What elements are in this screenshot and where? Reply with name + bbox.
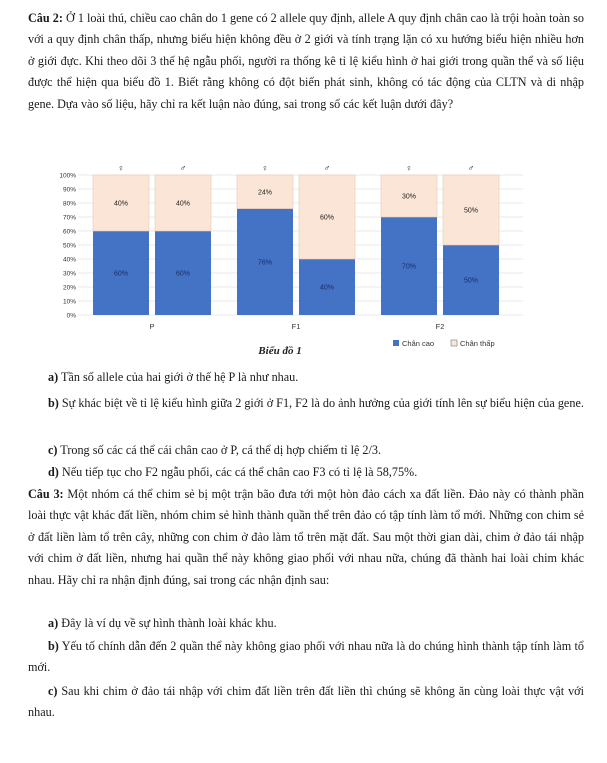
bar-data-label: 60% xyxy=(175,270,191,278)
y-tick-label: 40% xyxy=(62,256,76,264)
y-tick-label: 70% xyxy=(62,214,76,222)
bar-data-label: 50% xyxy=(463,207,479,215)
q2-option-a-label: a) xyxy=(48,370,59,384)
chart-y-axis-ticks xyxy=(59,173,76,320)
question-3-label: Câu 3: xyxy=(28,487,64,501)
q2-option-d xyxy=(48,462,584,483)
q2-option-b xyxy=(28,393,584,414)
bar-data-label: 40% xyxy=(319,284,335,292)
question-2-label: Câu 2: xyxy=(28,11,63,25)
q2-option-d-label: d) xyxy=(48,465,59,479)
q2-option-c xyxy=(48,440,584,461)
bar-data-label: 50% xyxy=(463,277,479,285)
chart-title: Biểu đồ 1 xyxy=(258,345,302,357)
bar-data-label: 40% xyxy=(175,200,191,208)
sex-symbol: ♂ xyxy=(179,163,187,173)
bar-data-label: 70% xyxy=(401,263,417,271)
q3-option-a xyxy=(48,613,584,634)
y-tick-label: 60% xyxy=(62,228,76,236)
y-tick-label: 100% xyxy=(59,172,76,180)
q3-option-c-text: Sau khi chim ở đảo tái nhập với chim đất liền trên đất liền thì chúng sẽ không ăn cùng loài thực vật với nhau. xyxy=(28,684,585,720)
q3-option-b-text: Yếu tố chính dẫn đến 2 quần thể này không giao phối với nhau nữa là do chúng hình thành tập tính làm tổ mới. xyxy=(28,639,584,675)
y-tick-label: 30% xyxy=(62,270,76,278)
y-tick-label: 90% xyxy=(62,186,76,194)
chart-sex-symbols xyxy=(118,163,475,173)
bar-data-label: 76% xyxy=(257,259,273,267)
legend-swatch xyxy=(451,340,457,346)
q3-option-a-text: Đây là ví dụ về sự hình thành loài khác khu. xyxy=(61,616,277,630)
y-tick-label: 0% xyxy=(66,312,76,320)
x-group-label: F2 xyxy=(435,322,445,331)
sex-symbol: ♀ xyxy=(405,163,413,173)
x-group-label: P xyxy=(149,322,155,331)
bar-data-label: 40% xyxy=(113,200,129,208)
question-3-stem xyxy=(28,484,584,591)
legend-swatch xyxy=(393,340,399,346)
question-2-stem xyxy=(28,8,584,115)
bar-data-label: 60% xyxy=(113,270,129,278)
x-group-label: F1 xyxy=(291,322,301,331)
sex-symbol: ♀ xyxy=(261,163,269,173)
q2-option-a-text: Tần số allele của hai giới ở thế hệ P là như nhau. xyxy=(60,370,299,384)
q3-option-c xyxy=(28,681,584,724)
q3-option-c-label: c) xyxy=(48,684,58,698)
question-3-text: Một nhóm cá thể chim sẻ bị một trận bão đưa tới một hòn đảo cách xa đất liền. Đảo này có thành phần loài thực vật khác đất liền, nhóm chim sẻ hình thành quần thể trên đảo có tập tính làm tổ mới. Những con chim sẻ ở đất liền làm tổ trên cây, những con chim ở đảo làm tổ trên mặt đất. Sau một thời gian dài, chim ở đảo tái nhập với chim ở đất liền, nhưng hai quần thể này không giao phối với nhau nữa, chúng đã thành hai loài chim khác nhau. Hãy chỉ ra nhận định đúng, sai trong các nhận định sau: xyxy=(28,487,584,587)
legend-label: Chân thấp xyxy=(460,339,495,348)
bar-data-label: 30% xyxy=(401,193,417,201)
chart-x-axis-labels xyxy=(149,322,444,331)
sex-symbol: ♂ xyxy=(323,163,331,173)
legend-label: Chân cao xyxy=(402,339,435,348)
q3-option-b xyxy=(28,636,584,679)
y-tick-label: 50% xyxy=(62,242,76,250)
q2-option-b-label: b) xyxy=(48,396,59,410)
question-2-text: Ở 1 loài thú, chiều cao chân do 1 gene có 2 allele quy định, allele A quy định chân cao là trội hoàn toàn so với a quy định chân thấp, nhưng biểu hiện không đều ở 2 giới và tính trạng lặn có xu hướng biểu hiện nhiều hơn ở giới đực. Khi theo dõi 3 thế hệ ngẫu phối, người ra thống kê tỉ lệ kiểu hình ở hai giới trong quần thể và số liệu được thể hiện qua biểu đồ 1. Biết rằng không có đột biến phát sinh, không có tác động của CLTN và di nhập gene. Dựa vào số liệu, hãy chỉ ra kết luận nào đúng, sai trong số các kết luận dưới đây? xyxy=(28,11,585,111)
q3-option-b-label: b) xyxy=(48,639,59,653)
y-tick-label: 80% xyxy=(62,200,76,208)
y-tick-label: 10% xyxy=(62,298,76,306)
sex-symbol: ♀ xyxy=(117,163,125,173)
bar-data-label: 60% xyxy=(319,214,335,222)
q2-option-b-text: Sự khác biệt về tỉ lệ kiểu hình giữa 2 giới ở F1, F2 là do ảnh hưởng của giới tính lên sự biểu hiện của gene. xyxy=(61,396,584,410)
sex-symbol: ♂ xyxy=(467,163,475,173)
q2-option-d-text: Nếu tiếp tục cho F2 ngẫu phối, các cá thể chân cao F3 có tỉ lệ là 58,75%. xyxy=(61,465,418,479)
bar-data-label: 24% xyxy=(257,189,273,197)
y-tick-label: 20% xyxy=(62,284,76,292)
chart-bieu-do-1 xyxy=(58,160,528,360)
chart-legend xyxy=(393,339,495,348)
q3-option-a-label: a) xyxy=(48,616,59,630)
q2-option-c-text: Trong số các cá thể cái chân cao ở P, cá thể dị hợp chiếm tỉ lệ 2/3. xyxy=(60,443,382,457)
q2-option-c-label: c) xyxy=(48,443,58,457)
q2-option-a xyxy=(48,367,584,388)
